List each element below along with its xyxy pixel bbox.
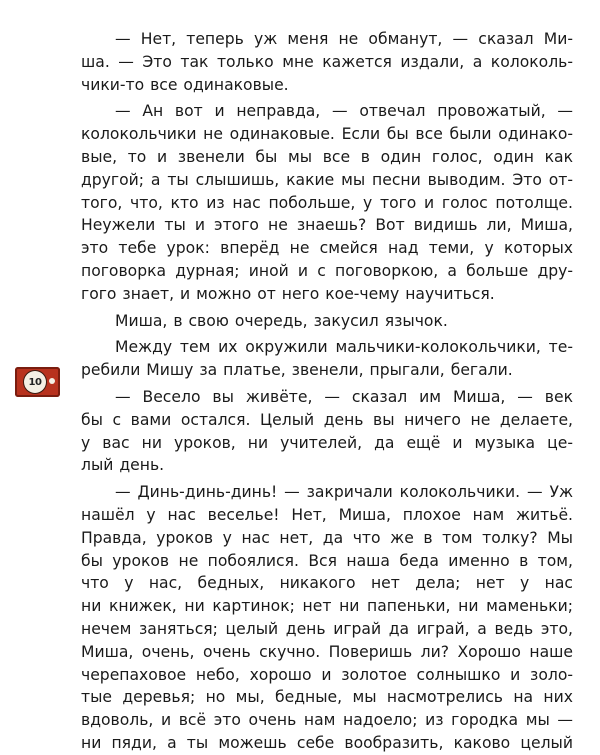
story-text: [81, 28, 573, 755]
paragraph-line: — Нет, теперь уж меня не обманут, — сказал Ми-: [115, 30, 573, 48]
paragraph-line: лый день.: [81, 456, 165, 475]
paragraph-line: — Весело вы живёте, — сказал им Миша, — век: [115, 387, 573, 406]
paragraph-line: Миша, в свою очередь, закусил язычок.: [115, 311, 448, 330]
paragraph-line: ни книжек, ни картинок; нет ни папеньки, ни маменьки;: [81, 597, 573, 616]
paragraph-line: Миша, очень, очень скучно. Поверишь ли? Хорошо наше: [81, 642, 573, 661]
page-number: 10: [28, 376, 42, 388]
badge-dot-icon: [49, 378, 55, 384]
paragraph-line: ребили Мишу за платье, звенели, прыгали, бегали.: [81, 361, 513, 380]
paragraph-line: Неужели ты и этого не знаешь? Вот видишь ли, Миша,: [81, 216, 573, 235]
paragraph-line: ни пяди, а ты можешь себе вообразить, каково целый: [81, 733, 573, 752]
paragraph-line: вдоволь, и всё это очень нам надоело; из городка мы —: [81, 711, 573, 730]
paragraph-line: у вас ни уроков, ни учителей, да ещё и музыка це-: [81, 433, 573, 452]
paragraph-line: — Ан вот и неправда, — отвечал провожатый, —: [115, 102, 573, 121]
paragraph-line: нашёл у нас веселье! Нет, Миша, плохое нам житьё.: [81, 505, 573, 524]
paragraph-line: колокольчики не одинаковые. Если бы все были одинако-: [81, 125, 573, 144]
paragraph-line: Между тем их окружили мальчики-колокольчики, те-: [115, 338, 573, 357]
page-number-badge: [15, 367, 60, 397]
page-number-disc: [24, 371, 46, 393]
paragraph-line: чики-то все одинаковые.: [81, 75, 289, 94]
paragraph-line: поговорка дурная; иной и с поговоркою, а больше дру-: [81, 261, 573, 280]
paragraph-line: Правда, уроков у нас нет, да что же в том толку? Мы: [81, 528, 573, 547]
paragraph-line: того, что, кто из нас побольше, у того и голос потолще.: [81, 193, 573, 212]
paragraph-line: нечем заняться; целый день играй да играй, а ведь это,: [81, 619, 573, 638]
paragraph-line: бы с вами остался. Целый день вы ничего не делаете,: [81, 410, 573, 429]
paragraph-line: бы уроков не побоялися. Вся наша беда именно в том,: [81, 551, 573, 570]
paragraph-line: это тебе урок: вперёд не смейся над теми, у которых: [81, 239, 573, 258]
paragraph-line: ша. — Это так только мне кажется издали, а колоколь-: [81, 52, 573, 71]
paragraph-line: вые, то и звенели бы мы все в один голос, один как: [81, 147, 573, 166]
paragraph-line: другой; а ты слышишь, какие мы песни выводим. Это от-: [81, 170, 573, 189]
paragraph-line: черепаховое небо, хорошо и золотое солнышко и золо-: [81, 665, 573, 684]
paragraph-line: гого знает, и можно от него кое-чему научиться.: [81, 284, 495, 303]
paragraph-line: тые деревья; но мы, бедные, мы насмотрелись на них: [81, 688, 573, 707]
paragraph-line: — Динь-динь-динь! — закричали колокольчики. — Уж: [115, 483, 573, 502]
paragraph-line: что у нас, бедных, никакого нет дела; нет у нас: [81, 574, 573, 593]
